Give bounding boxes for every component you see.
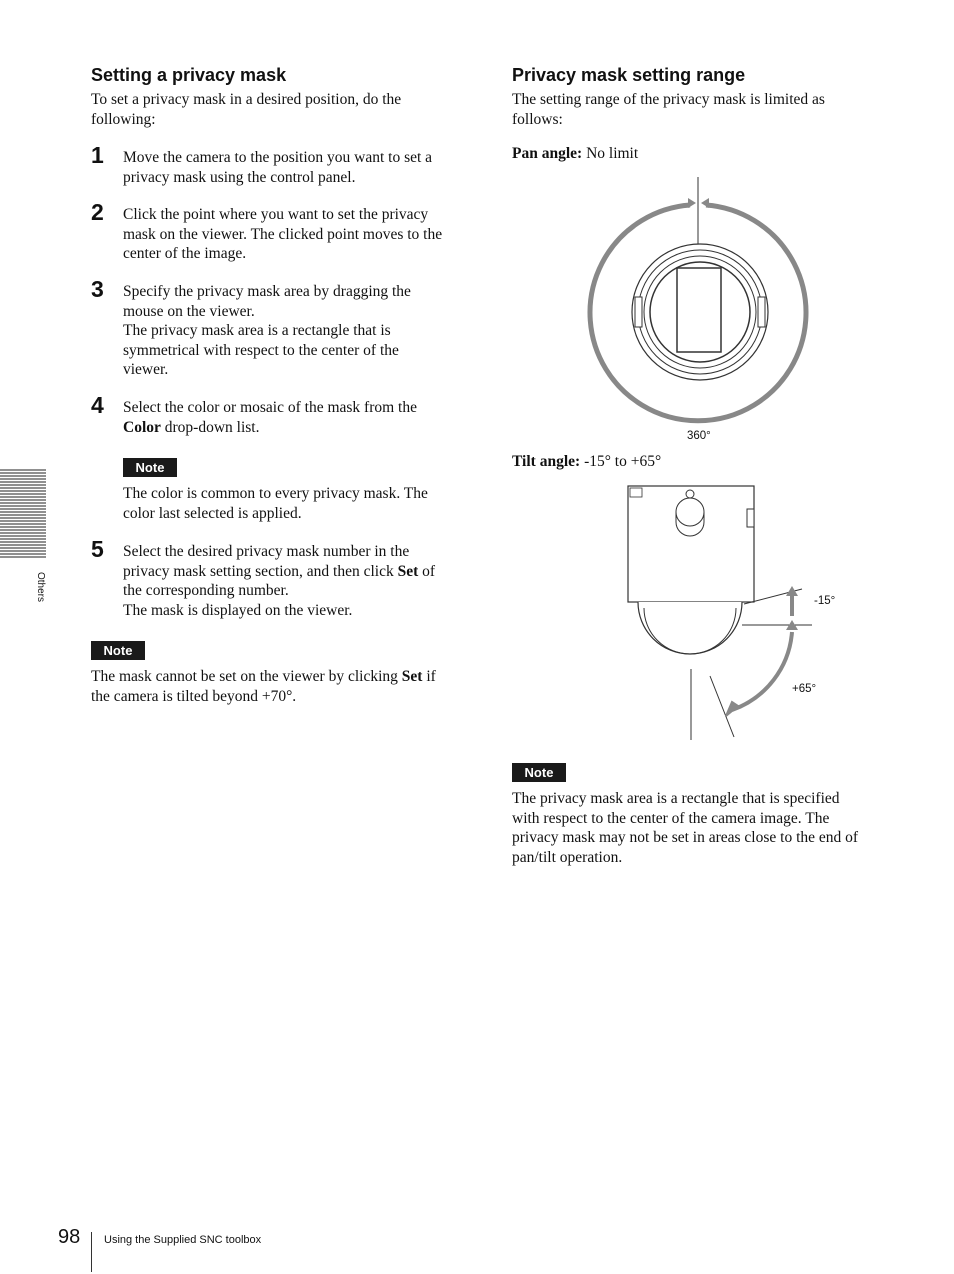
right-note-text: The privacy mask area is a rectangle that is specified with respect to the center of the camera image. The privacy mask may not be set in areas close to the end of pan/tilt operation.: [512, 790, 859, 866]
section-tab-stripes: [0, 469, 46, 561]
right-note-label: Note: [512, 763, 566, 782]
step-1-text: Move the camera to the position you want to set a privacy mask using the control panel.: [123, 149, 433, 186]
step-number-2: 2: [91, 199, 104, 225]
step-4-text: Select the color or mosaic of the mask from the Color drop-down list.: [123, 399, 417, 436]
pan-360-label: 360°: [687, 430, 711, 442]
pan-diagram: [580, 175, 820, 435]
right-heading: Privacy mask setting range: [512, 65, 746, 85]
step-number-1: 1: [91, 142, 104, 168]
step-2-text: Click the point where you want to set the privacy mask on the viewer. The clicked point moves to the center of the image.: [123, 206, 443, 262]
step-number-5: 5: [91, 536, 104, 562]
tilt-minus15-label: -15°: [814, 595, 836, 607]
section-tab-label: Others: [35, 572, 46, 603]
step-number-3: 3: [91, 276, 104, 302]
pan-angle-line: Pan angle: No limit: [512, 145, 639, 162]
tilt-plus65-label: +65°: [792, 683, 817, 695]
right-intro: The setting range of the privacy mask is limited as follows:: [512, 91, 825, 128]
step-3-text: Specify the privacy mask area by dragging the mouse on the viewer. The privacy mask area is a rectangle that is symmetrical with respect to the center of the viewer.: [123, 283, 411, 378]
step-number-4: 4: [91, 392, 104, 418]
left-intro: To set a privacy mask in a desired position, do the following:: [91, 91, 402, 128]
footer-title: Using the Supplied SNC toolbox: [104, 1234, 262, 1246]
page-number: 98: [58, 1226, 81, 1248]
step-note-text: The color is common to every privacy mask. The color last selected is applied.: [123, 485, 428, 522]
footer-divider: [91, 1232, 92, 1272]
tilt-diagram: [620, 484, 820, 746]
step-note-label: Note: [123, 458, 177, 477]
bottom-note-label: Note: [91, 641, 145, 660]
step-5-text: Select the desired privacy mask number in the privacy mask setting section, and then click Set of the corresponding number. The mask is displayed on the viewer.: [123, 543, 436, 619]
tilt-angle-line: Tilt angle: -15° to +65°: [512, 453, 662, 470]
left-heading: Setting a privacy mask: [91, 65, 287, 85]
bottom-note-text: The mask cannot be set on the viewer by clicking Set if the camera is tilted beyond +70°.: [91, 668, 436, 705]
section-tab: [0, 469, 46, 561]
